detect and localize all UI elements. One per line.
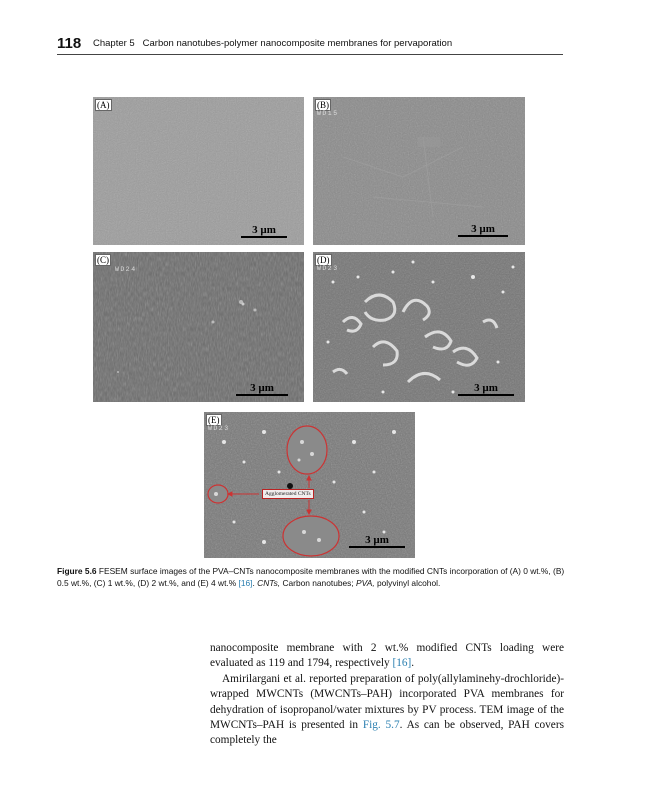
scale-text-b: 3 µm xyxy=(471,223,495,235)
scale-line-d xyxy=(458,394,514,396)
page-number: 118 xyxy=(57,35,82,52)
scale-line-c xyxy=(236,394,288,396)
sem-image-d xyxy=(313,252,525,402)
caption-abbr-pva-def: polyvinyl alcohol. xyxy=(374,578,441,588)
scale-bar-a xyxy=(241,224,287,238)
header-rule xyxy=(57,54,563,55)
paragraph-1 xyxy=(210,641,564,672)
figure-caption xyxy=(57,565,577,589)
sem-panel-d xyxy=(313,252,525,402)
scale-bar-c xyxy=(236,382,288,396)
panel-label-e: (E) xyxy=(208,415,220,425)
scale-text-d: 3 µm xyxy=(474,382,498,394)
caption-citation-link[interactable]: [16] xyxy=(238,578,253,588)
panel-label-b: (B) xyxy=(317,100,329,110)
sem-panel-e xyxy=(204,412,415,558)
caption-text-2: . xyxy=(252,578,258,588)
scale-line-e xyxy=(349,546,405,548)
chapter-title: Carbon nanotubes-polymer nanocomposite membranes for pervaporation xyxy=(142,38,453,49)
wd-label-b: WD15 xyxy=(317,110,339,117)
scale-bar-e xyxy=(349,534,405,548)
agglomerated-cnts-label: Agglomerated CNTs xyxy=(262,489,314,499)
panel-label-c: (C) xyxy=(97,255,109,265)
scale-text-a: 3 µm xyxy=(252,224,276,236)
figure-tag: Figure 5.6 xyxy=(57,566,97,576)
panel-label-d: (D) xyxy=(317,255,330,265)
p1-citation-link[interactable]: [16] xyxy=(392,657,412,670)
body-text xyxy=(210,641,564,749)
sem-image-a xyxy=(93,97,304,245)
sem-panel-a xyxy=(93,97,304,245)
caption-abbr-pva: PVA, xyxy=(356,578,375,588)
caption-text: FESEM surface images of the PVA–CNTs nanocomposite membranes with the modified CNTs incorporation of (A) 0 wt.%, (B) 0.5 wt.%, (C) 1 wt.%, (D) 2 wt.%, and (E) 4 wt.% xyxy=(57,566,565,588)
wd-label-e: WD23 xyxy=(208,425,230,432)
wd-label-d: WD23 xyxy=(317,265,339,272)
sem-image-c xyxy=(93,252,304,402)
figure-5-7-link[interactable]: Fig. 5.7 xyxy=(362,719,400,732)
caption-abbr-cnts-def: Carbon nanotubes; xyxy=(280,578,357,588)
p2-text: Amirilargani et al. reported preparation of poly(allylaminehy-drochloride)-wrapped MWCNTs (MWCNTs–PAH) incorporated PVA membranes for dehydration of isopropanol/water mixtures by PV process. TEM image of the MWCNTs–PAH is presented in xyxy=(210,672,564,732)
sem-panel-b xyxy=(313,97,525,245)
chapter-label: Chapter 5 xyxy=(93,38,135,49)
page-header xyxy=(57,35,563,53)
p2-end: . As can be observed, PAH covers completely the xyxy=(210,719,564,747)
panel-label-a: (A) xyxy=(97,100,110,110)
scale-text-c: 3 µm xyxy=(250,382,274,394)
scale-line-b xyxy=(458,235,508,237)
scale-bar-b xyxy=(458,223,508,237)
scale-line-a xyxy=(241,236,287,238)
caption-abbr-cnts: CNTs, xyxy=(257,578,281,588)
paragraph-2 xyxy=(210,672,564,749)
running-head xyxy=(93,38,452,49)
scale-text-e: 3 µm xyxy=(365,534,389,546)
sem-panel-c xyxy=(93,252,304,402)
wd-label-c: WD24 xyxy=(115,266,137,273)
p1-end: . xyxy=(411,657,415,670)
p1-text: nanocomposite membrane with 2 wt.% modified CNTs loading were evaluated as 119 and 1794, respectively xyxy=(210,642,564,670)
scale-bar-d xyxy=(458,382,514,396)
